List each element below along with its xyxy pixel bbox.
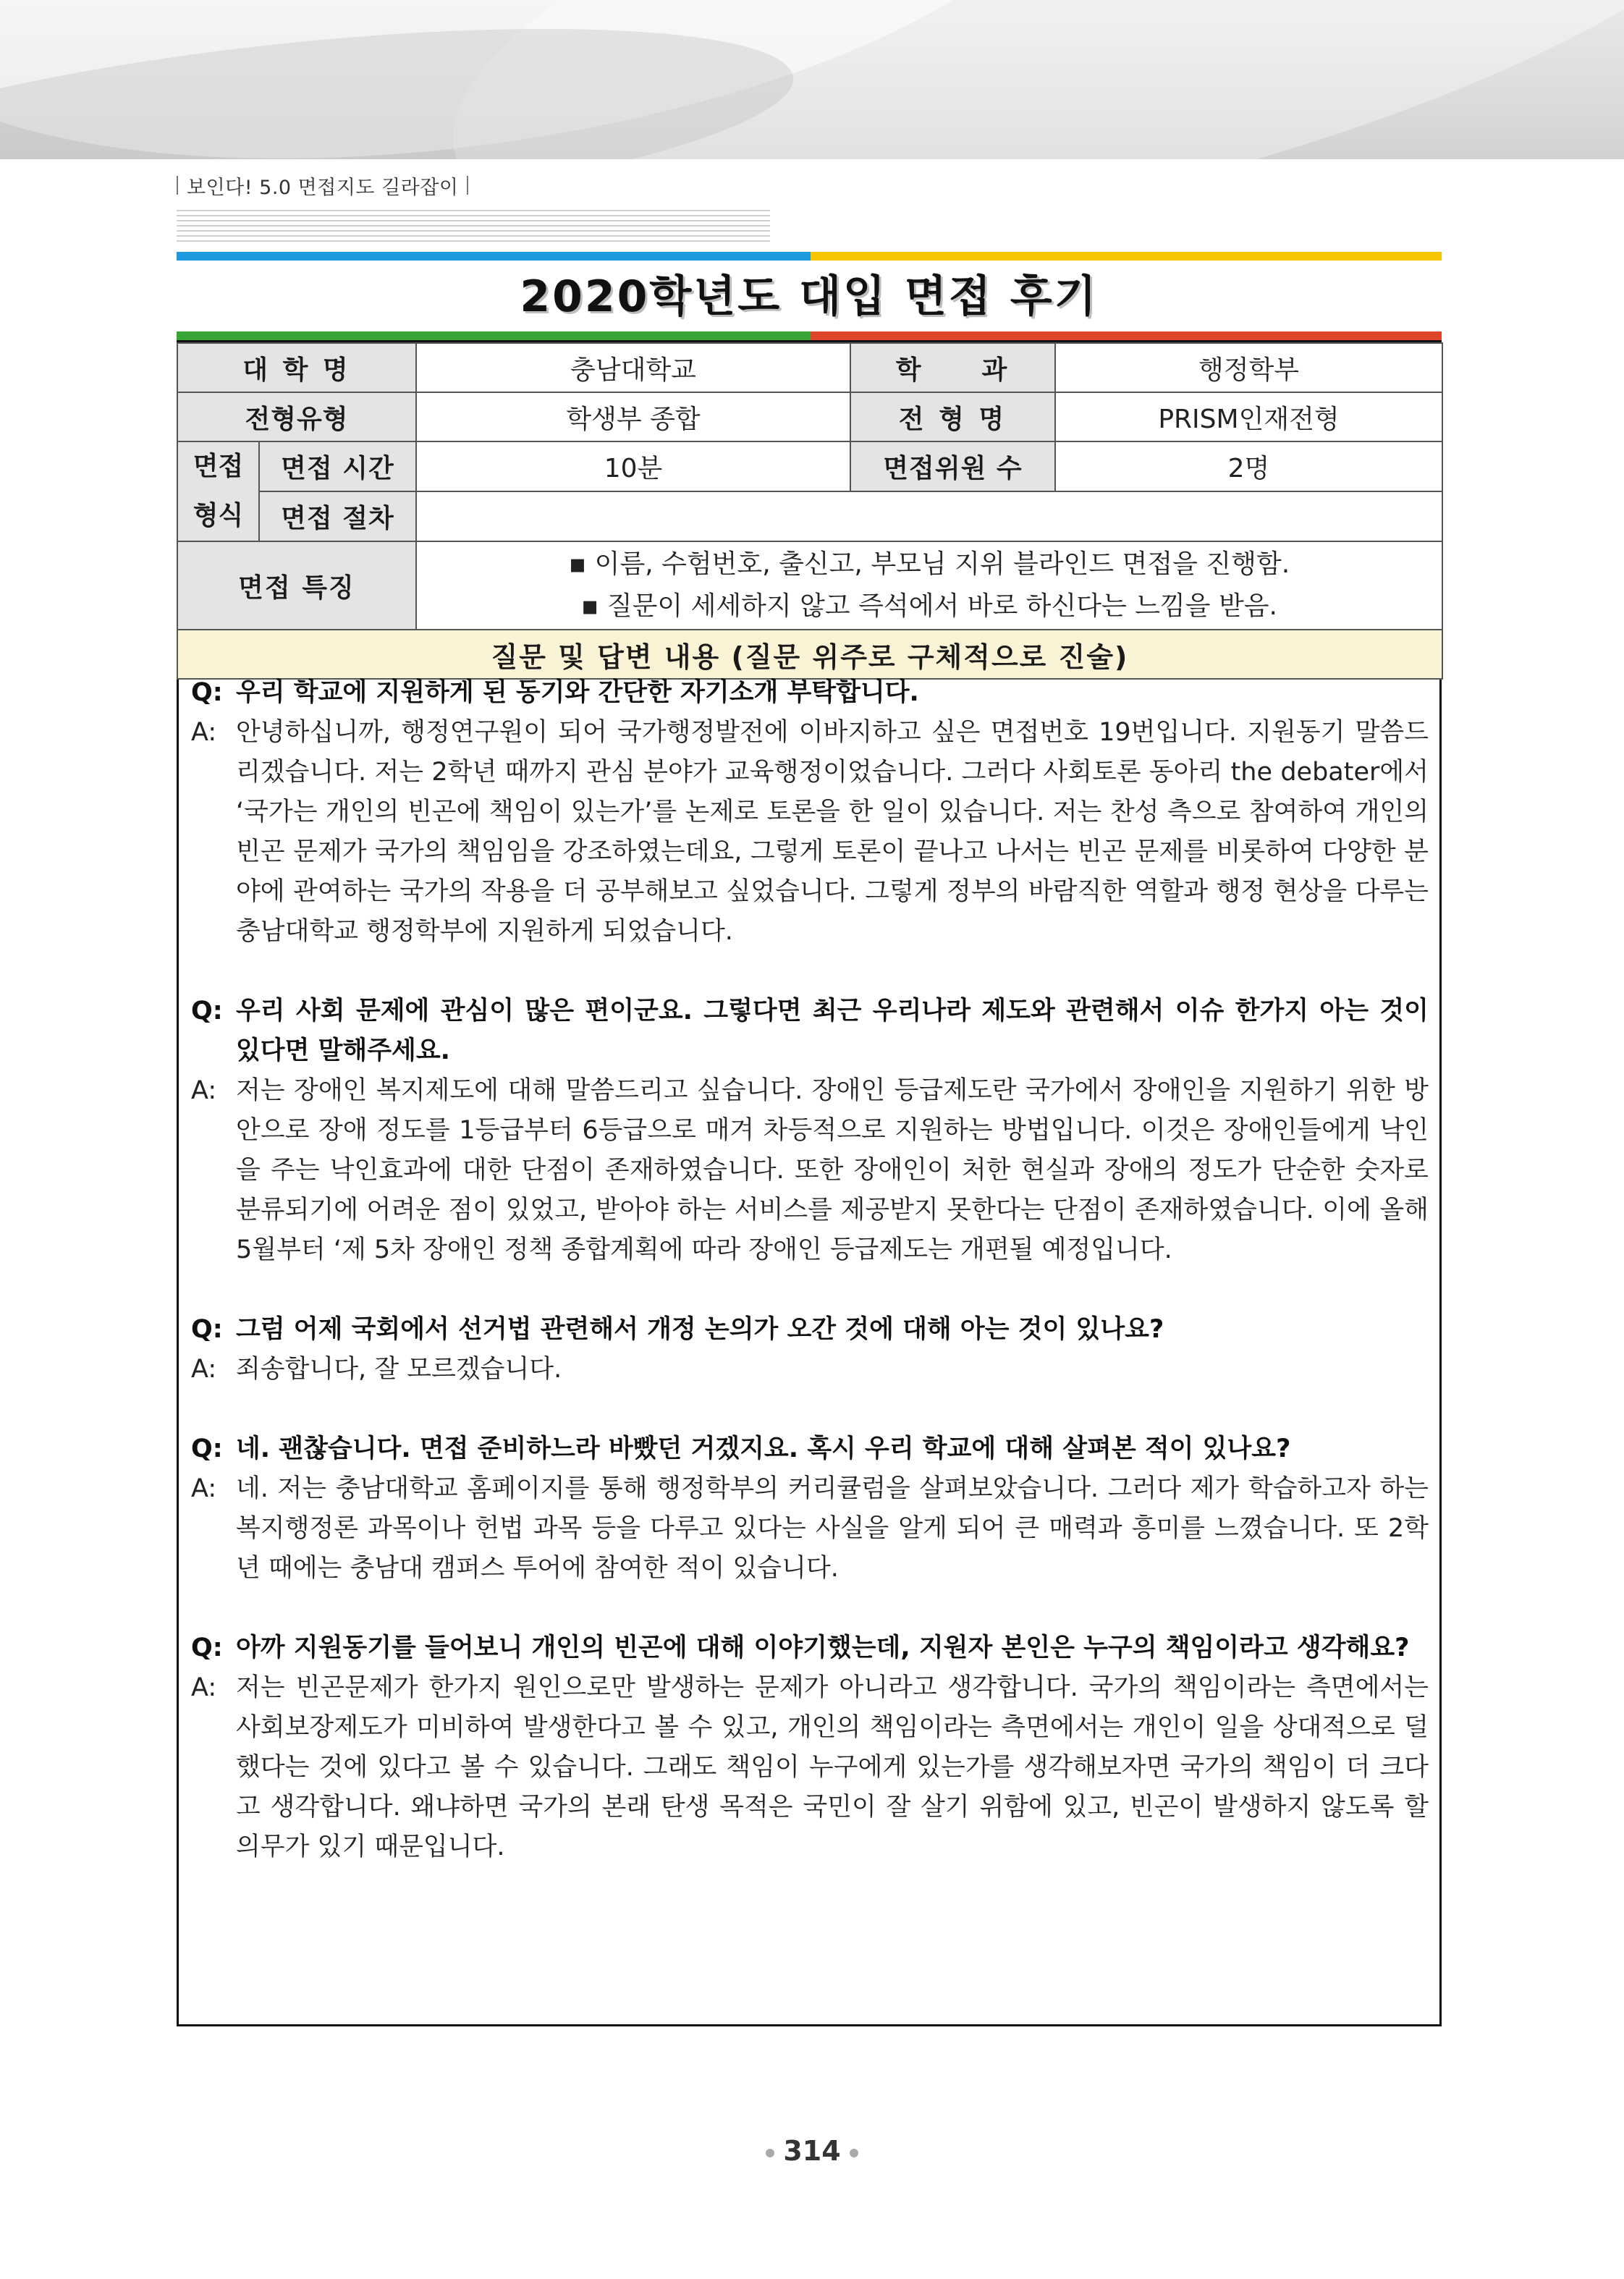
a-prefix: A: — [191, 1474, 217, 1503]
university-label: 대 학 명 — [177, 343, 416, 392]
answer-5 — [191, 1668, 1429, 1867]
question-2 — [191, 991, 1429, 1071]
color-bar-top — [177, 252, 1442, 261]
a-prefix: A: — [191, 1076, 217, 1105]
procedure-label: 면접 절차 — [259, 491, 416, 541]
procedure-value — [416, 491, 1442, 541]
question-text: 그럼 어제 국회에서 선거법 관련해서 개정 논의가 오간 것에 대해 아는 것이 있나요? — [236, 1315, 1164, 1344]
features-label: 면접 특징 — [177, 541, 416, 630]
track-label: 전 형 명 — [850, 392, 1055, 441]
question-text: 우리 사회 문제에 관심이 많은 편이군요. 그렇다면 최근 우리나라 제도와 관련해서 이슈 한가지 아는 것이 있다면 말해주세요. — [236, 997, 1429, 1065]
panel-value: 2명 — [1055, 441, 1442, 491]
page-number — [0, 2135, 1624, 2167]
running-title-text: 보인다! 5.0 면접지도 길라잡이 — [187, 176, 459, 199]
table-row — [177, 392, 1442, 441]
panel-label: 면접위원 수 — [850, 441, 1055, 491]
time-value: 10분 — [416, 441, 850, 491]
track-value: PRISM인재전형 — [1055, 392, 1442, 441]
q-prefix: Q: — [191, 1315, 223, 1344]
table-row — [177, 491, 1442, 541]
question-text: 우리 학교에 지원하게 된 동기와 간단한 자기소개 부탁합니다. — [236, 678, 919, 707]
answer-3 — [191, 1350, 1429, 1390]
a-prefix: A: — [191, 1355, 217, 1384]
table-row — [177, 630, 1442, 679]
dept-label: 학 과 — [850, 343, 1055, 392]
a-prefix: A: — [191, 718, 217, 747]
question-1 — [191, 673, 1429, 713]
question-5 — [191, 1628, 1429, 1668]
header-background — [0, 0, 1624, 159]
answer-text: 저는 빈곤문제가 한가지 원인으로만 발생하는 문제가 아니라고 생각합니다. 국가의 책임이라는 측면에서는 사회보장제도가 미비하여 발생한다고 볼 수 있고, 개인의 책임이라는 측면에서는 개인이 일을 상대적으로 덜 했다는 것에 있다고 볼 수 있습니다. 그래도 책임이 누구에게 있는가를 생각해보자면 국가의 책임이 더 크다고 생각합니다. 왜냐하면 국가의 본래 탄생 목적은 국민이 잘 살기 위함에 있고, 빈곤이 발생하지 않도록 할 의무가 있기 때문입니다. — [236, 1673, 1429, 1861]
running-title — [177, 171, 468, 200]
answer-2 — [191, 1071, 1429, 1270]
question-4 — [191, 1429, 1429, 1469]
answer-4 — [191, 1469, 1429, 1589]
question-text: 아까 지원동기를 들어보니 개인의 빈곤에 대해 이야기했는데, 지원자 본인은 누구의 책임이라고 생각해요? — [236, 1633, 1410, 1662]
color-bar-bottom — [177, 331, 1442, 340]
type-label: 전형유형 — [177, 392, 416, 441]
answer-text: 네. 저는 충남대학교 홈페이지를 통해 행정학부의 커리큘럼을 살펴보았습니다. 그러다 제가 학습하고자 하는 복지행정론 과목이나 헌법 과목 등을 다루고 있다는 사실을 알게 되어 큰 매력과 흥미를 느꼈습니다. 또 2학년 때에는 충남대 캠퍼스 투어에 참여한 적이 있습니다. — [236, 1474, 1429, 1583]
question-text: 네. 괜찮습니다. 면접 준비하느라 바빴던 거겠지요. 혹시 우리 학교에 대해 살펴본 적이 있나요? — [236, 1434, 1291, 1463]
q-prefix: Q: — [191, 1633, 223, 1662]
answer-text: 안녕하십니까, 행정연구원이 되어 국가행정발전에 이바지하고 싶은 면접번호 19번입니다. 지원동기 말씀드리겠습니다. 저는 2학년 때까지 관심 분야가 교육행정이었습니다. 그러다 사회토론 동아리 the debater에서 ‘국가는 개인의 빈곤에 책임이 있는가’를 논제로 토론을 한 일이 있습니다. 저는 찬성 측으로 참여하여 개인의 빈곤 문제가 국가의 책임임을 강조하였는데요, 그렇게 토론이 끝나고 나서는 빈곤 문제를 비롯하여 다양한 분야에 관여하는 국가의 작용을 더 공부해보고 싶었습니다. 그렇게 정부의 바람직한 역할과 행정 현상을 다루는 충남대학교 행정학부에 지원하게 되었습니다. — [236, 718, 1429, 946]
qa-section-header: 질문 및 답변 내용 (질문 위주로 구체적으로 진술) — [177, 630, 1442, 679]
time-label: 면접 시간 — [259, 441, 416, 491]
table-row — [177, 441, 1442, 491]
university-value: 충남대학교 — [416, 343, 850, 392]
table-row — [177, 541, 1442, 630]
answer-text: 죄송합니다, 잘 모르겠습니다. — [236, 1355, 562, 1384]
table-row — [177, 343, 1442, 392]
question-3 — [191, 1310, 1429, 1350]
answer-text: 저는 장애인 복지제도에 대해 말씀드리고 싶습니다. 장애인 등급제도란 국가에서 장애인을 지원하기 위한 방안으로 장애 정도를 1등급부터 6등급으로 매겨 차등적으로 지원하는 방법입니다. 이것은 장애인들에게 낙인을 주는 낙인효과에 대한 단점이 존재하였습니다. 또한 장애인이 처한 현실과 장애의 정도가 단순한 숫자로 분류되기에 어려운 점이 있었고, 받아야 하는 서비스를 제공받지 못한다는 단점이 존재하였습니다. 이에 올해 5월부터 ‘제 5차 장애인 정책 종합계획에 따라 장애인 등급제도는 개편될 예정입니다. — [236, 1076, 1429, 1264]
hatch-decoration — [177, 210, 770, 242]
type-value: 학생부 종합 — [416, 392, 850, 441]
qa-section — [191, 673, 1429, 1867]
features-list — [416, 541, 1442, 630]
q-prefix: Q: — [191, 1434, 223, 1463]
page-title: 2020학년도 대입 면접 후기 — [520, 271, 1099, 322]
page-number-text: 314 — [783, 2135, 841, 2167]
format-label-line-2: 형식 — [193, 501, 244, 530]
a-prefix: A: — [191, 1673, 217, 1702]
dept-value: 행정학부 — [1055, 343, 1442, 392]
q-prefix: Q: — [191, 997, 223, 1026]
q-prefix: Q: — [191, 678, 223, 707]
answer-1 — [191, 713, 1429, 952]
bullet-dot-icon — [766, 2149, 774, 2157]
feature-item: ▪ 질문이 세세하지 않고 즉석에서 바로 하신다는 느낌을 받음. — [580, 591, 1277, 621]
format-label-line-1: 면접 — [193, 452, 244, 481]
format-label — [177, 441, 259, 541]
feature-item: ▪ 이름, 수험번호, 출신고, 부모님 지위 블라인드 면접을 진행함. — [568, 549, 1290, 579]
info-table — [177, 342, 1443, 680]
bullet-dot-icon — [850, 2149, 858, 2157]
